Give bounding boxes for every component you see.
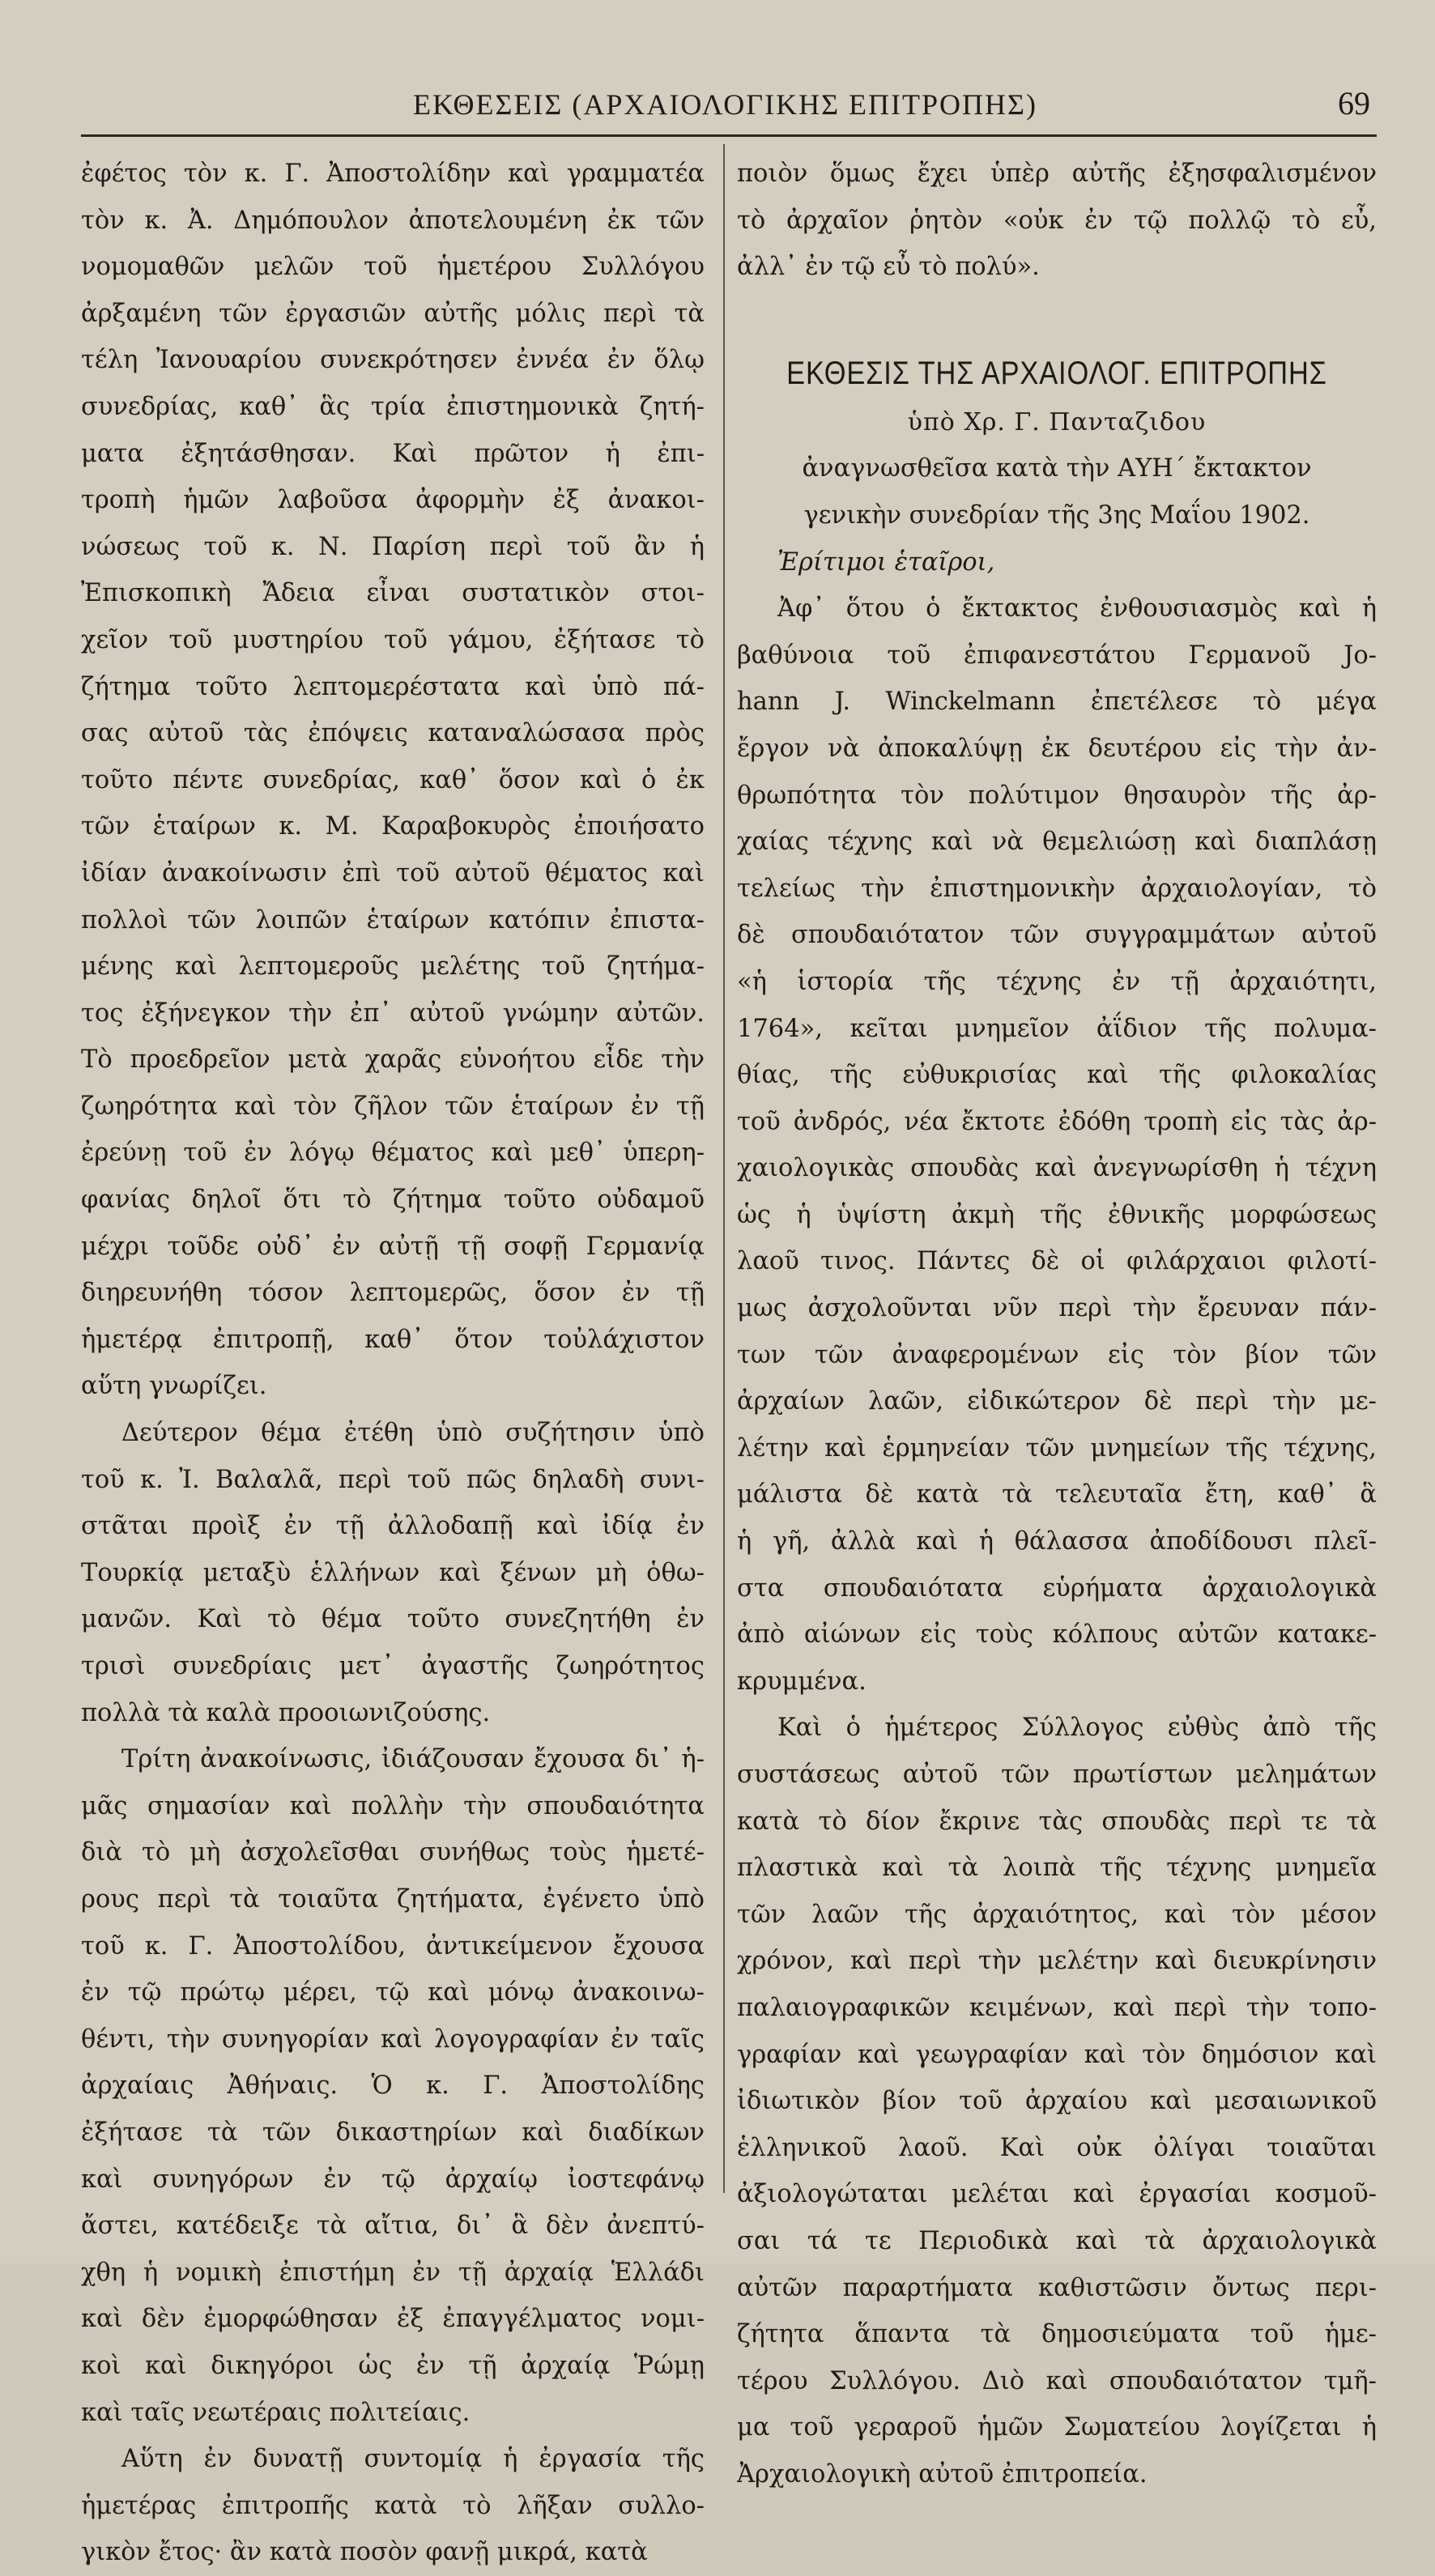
text-line: τὸ ἀρχαῖον ῥητὸν «οὐκ ἐν τῷ πολλῷ τὸ εὖ,: [737, 206, 1377, 235]
text-line: θίας, τῆς εὐθυκρισίας καὶ τῆς φιλοκαλίας: [737, 1061, 1377, 1090]
page-number: 69: [1338, 85, 1370, 121]
text-line: τῶν λαῶν τῆς ἀρχαιότητος, καὶ τὸν μέσον: [737, 1900, 1377, 1929]
right-column-body: [737, 445, 1377, 2497]
text-line: ἑλληνικοῦ λαοῦ. Καὶ οὐκ ὀλίγαι τοιαῦται: [737, 2133, 1377, 2162]
text-line: τοῦ κ. Ἰ. Βαλαλᾶ, περὶ τοῦ πῶς δηλαδὴ συνι-: [81, 1465, 705, 1494]
text-line: διὰ τὸ μὴ ἀσχολεῖσθαι συνήθως τοὺς ἡμετέ-: [81, 1838, 705, 1867]
text-line: ἐν τῷ πρώτῳ μέρει, τῷ καὶ μόνῳ ἀνακοινω-: [81, 1978, 705, 2008]
text-line: πολλὰ τὰ καλὰ προοιωνιζούσης.: [81, 1698, 491, 1727]
text-line: μέχρι τοῦδε οὐδ᾽ ἐν αὐτῇ τῇ σοφῇ Γερμανίᾳ: [81, 1232, 705, 1261]
text-line: μα τοῦ γεραροῦ ἡμῶν Σωματείου λογίζεται ἡ: [737, 2413, 1377, 2442]
text-line: ἀλλ᾽ ἐν τῷ εὖ τὸ πολύ».: [737, 253, 1040, 282]
text-line: δὲ σπουδαιότατον τῶν συγγραμμάτων αὐτοῦ: [737, 921, 1377, 950]
text-line: Τὸ προεδρεῖον μετὰ χαρᾶς εὐνοήτου εἶδε τὴν: [81, 1045, 705, 1075]
text-line: Καὶ ὁ ἡμέτερος Σύλλογος εὐθὺς ἀπὸ τῆς: [777, 1714, 1377, 1743]
text-line: 1764», κεῖται μνημεῖον ἀΐδιον τῆς πολυμα-: [737, 1014, 1377, 1043]
text-line: Ἐπισκοπικὴ Ἄδεια εἶναι συστατικὸν στοι-: [81, 579, 705, 608]
text-line: πλαστικὰ καὶ τὰ λοιπὰ τῆς τέχνης μνημεῖα: [737, 1854, 1377, 1883]
text-line: μάλιστα δὲ κατὰ τὰ τελευταῖα ἔτη, καθ᾽ ἃ: [737, 1480, 1377, 1509]
text-line: «ἡ ἱστορία τῆς τέχνης ἐν τῇ ἀρχαιότητι,: [737, 967, 1377, 996]
text-line: καὶ δὲν ἐμορφώθησαν ἐξ ἐπαγγέλματος νομι-: [81, 2305, 705, 2334]
text-line: ἡμετέρᾳ ἐπιτροπῇ, καθ᾽ ὅτον τοὐλάχιστον: [81, 1325, 705, 1354]
text-line: παλαιογραφικῶν κειμένων, καὶ περὶ τὴν τοπο-: [737, 1993, 1377, 2022]
text-line: Ἐρίτιμοι ἑταῖροι,: [777, 547, 995, 577]
text-line: γικὸν ἔτος· ἂν κατὰ ποσὸν φανῇ μικρά, κατὰ: [81, 2538, 648, 2567]
text-line: γενικὴν συνεδρίαν τῆς 3ης Μαΐου 1902.: [803, 500, 1310, 530]
section-byline: ὑπὸ Χρ. Γ. Πανταζιδου: [907, 407, 1207, 436]
right-column-continuation: [737, 151, 1377, 291]
text-line: ἰδίαν ἀνακοίνωσιν ἐπὶ τοῦ αὐτοῦ θέματος καὶ: [81, 858, 705, 888]
text-line: Τρίτη ἀνακοίνωσις, ἰδιάζουσαν ἔχουσα δι᾽ ἡ-: [121, 1745, 705, 1774]
text-line: μένης καὶ λεπτομεροῦς μελέτης τοῦ ζητήμα-: [81, 952, 705, 981]
column-divider: [723, 144, 725, 2193]
text-line: των τῶν ἀναφερομένων εἰς τὸν βίον τῶν: [737, 1340, 1377, 1369]
text-line: ποιὸν ὅμως ἔχει ὑπὲρ αὐτῆς ἐξησφαλισμένον: [737, 160, 1377, 188]
text-line: στα σπουδαιότατα εὑρήματα ἀρχαιολογικὰ: [737, 1573, 1377, 1603]
header-rule: [81, 134, 1377, 137]
text-line: Τουρκίᾳ μεταξὺ ἑλλήνων καὶ ξένων μὴ ὁθω-: [81, 1558, 705, 1587]
text-line: ὡς ἡ ὑψίστη ἀκμὴ τῆς ἐθνικῆς μορφώσεως: [737, 1200, 1377, 1229]
text-line: καὶ ταῖς νεωτέραις πολιτείαις.: [81, 2398, 471, 2427]
text-line: αὕτη γνωρίζει.: [81, 1372, 267, 1401]
text-line: ἀπὸ αἰώνων εἰς τοὺς κόλπους αὐτῶν κατακε-: [737, 1620, 1377, 1650]
text-line: hann J. Winckelmann ἐπετέλεσε τὸ μέγα: [737, 688, 1377, 717]
text-line: μως ἀσχολοῦνται νῦν περὶ τὴν ἔρευναν πάν-: [737, 1294, 1377, 1323]
section-gap: [737, 291, 1377, 347]
text-line: γραφίαν καὶ γεωγραφίαν καὶ τὸν δημόσιον καὶ: [737, 2040, 1377, 2069]
text-line: ματα ἐξητάσθησαν. Καὶ πρῶτον ἡ ἐπι-: [81, 439, 705, 468]
text-line: σας αὐτοῦ τὰς ἐπόψεις καταναλώσασα πρὸς: [81, 719, 705, 748]
text-line: τροπὴ ἡμῶν λαβοῦσα ἀφορμὴν ἐξ ἀνακοι-: [81, 486, 705, 515]
text-line: πολλοὶ τῶν λοιπῶν ἑταίρων κατόπιν ἐπιστα-: [81, 905, 705, 935]
text-line: Δεύτερον θέμα ἐτέθη ὑπὸ συζήτησιν ὑπὸ: [121, 1419, 705, 1448]
text-line: τὸν κ. Ἀ. Δημόπουλον ἀποτελουμένη ἐκ τῶν: [81, 206, 705, 235]
text-line: χθη ἡ νομικὴ ἐπιστήμη ἐν τῇ ἀρχαίᾳ Ἑλλάδι: [81, 2258, 705, 2287]
text-line: ζήτητα ἅπαντα τὰ δημοσιεύματα τοῦ ἡμε-: [737, 2320, 1377, 2349]
text-line: μᾶς σημασίαν καὶ πολλὴν τὴν σπουδαιότητα: [81, 1791, 705, 1820]
text-line: κατὰ τὸ δίον ἔκρινε τὰς σπουδὰς περὶ τε τὰ: [737, 1807, 1377, 1836]
text-line: τοῦτο πέντε συνεδρίας, καθ᾽ ὅσον καὶ ὁ ἐκ: [81, 765, 705, 794]
text-line: ἀξιολογώταται μελέται καὶ ἐργασίαι κοσμοῦ-: [737, 2180, 1377, 2209]
text-line: διηρευνήθη τόσον λεπτομερῶς, ὅσον ἐν τῇ: [81, 1279, 705, 1308]
text-line: χρόνον, καὶ περὶ τὴν μελέτην καὶ διευκρίνησιν: [737, 1947, 1377, 1976]
text-line: τελείως τὴν ἐπιστημονικὴν ἀρχαιολογίαν, τὸ: [737, 874, 1377, 903]
text-line: ζήτημα τοῦτο λεπτομερέστατα καὶ ὑπὸ πά-: [81, 672, 705, 701]
text-line: καὶ συνηγόρων ἐν τῷ ἀρχαίῳ ἰοστεφάνῳ: [81, 2165, 705, 2194]
text-line: νώσεως τοῦ κ. Ν. Παρίση περὶ τοῦ ἂν ἡ: [81, 532, 705, 561]
text-line: λαοῦ τινος. Πάντες δὲ οἱ φιλάρχαιοι φιλοτί-: [737, 1247, 1377, 1276]
text-line: Αὕτη ἐν δυνατῇ συντομίᾳ ἡ ἐργασία τῆς: [121, 2445, 705, 2474]
section-title: ΕΚΘΕΣΙΣ ΤΗΣ ΑΡΧΑΙΟΛΟΓ. ΕΠΙΤΡΟΠΗΣ: [786, 355, 1327, 391]
running-header: [81, 79, 1377, 128]
text-line: μανῶν. Καὶ τὸ θέμα τοῦτο συνεζητήθη ἐν: [81, 1605, 705, 1634]
text-line: λέτην καὶ ἑρμηνείαν τῶν μνημείων τῆς τέχνης,: [737, 1433, 1377, 1463]
right-column: [737, 151, 1377, 2498]
text-line: τοῦ ἀνδρός, νέα ἔκτοτε ἐδόθη τροπὴ εἰς τὰς ἀρ-: [737, 1107, 1377, 1136]
text-line: αὐτῶν παραρτήματα καθιστῶσιν ὄντως περι-: [737, 2273, 1377, 2302]
text-line: ἐφέτος τὸν κ. Γ. Ἀποστολίδην καὶ γραμματέα: [81, 160, 705, 188]
text-line: ἀναγνωσθεῖσα κατὰ τὴν ΑΥΗ´ ἔκτακτον: [802, 454, 1312, 483]
text-line: χεῖον τοῦ μυστηρίου τοῦ γάμου, ἐξήτασε τὸ: [81, 625, 705, 654]
text-line: ἐξήτασε τὰ τῶν δικαστηρίων καὶ διαδίκων: [81, 2118, 705, 2147]
left-column: [81, 151, 705, 2576]
text-line: ἰδιωτικὸν βίον τοῦ ἀρχαίου καὶ μεσαιωνικοῦ: [737, 2087, 1377, 2116]
text-line: ἀρξαμένη τῶν ἐργασιῶν αὐτῆς μόλις περὶ τὰ: [81, 299, 705, 328]
text-line: κοὶ καὶ δικηγόροι ὡς ἐν τῇ ἀρχαίᾳ Ῥώμῃ: [81, 2351, 705, 2380]
text-line: τοῦ κ. Γ. Ἀποστολίδου, ἀντικείμενον ἔχουσα: [81, 1931, 705, 1961]
text-line: Ἀφ᾽ ὅτου ὁ ἔκτακτος ἐνθουσιασμὸς καὶ ἡ: [777, 594, 1377, 624]
text-line: ἐρεύνῃ τοῦ ἐν λόγῳ θέματος καὶ μεθ᾽ ὑπερη-: [81, 1139, 705, 1168]
text-line: ἄστει, κατέδειξε τὰ αἴτια, δι᾽ ἃ δὲν ἀνεπτύ-: [81, 2212, 705, 2241]
text-line: βαθύνοια τοῦ ἐπιφανεστάτου Γερμανοῦ Jo-: [737, 641, 1377, 670]
text-line: νομομαθῶν μελῶν τοῦ ἡμετέρου Συλλόγου: [81, 253, 705, 282]
text-line: ἡ γῆ, ἀλλὰ καὶ ἡ θάλασσα ἀποδίδουσι πλεῖ-: [737, 1527, 1377, 1556]
running-header-title: ΕΚΘΕΣΕΙΣ (ΑΡΧΑΙΟΛΟΓΙΚΗΣ ΕΠΙΤΡΟΠΗΣ): [413, 88, 1037, 121]
text-line: ζωηρότητα καὶ τὸν ζῆλον τῶν ἑταίρων ἐν τῇ: [81, 1092, 705, 1121]
text-line: θρωπότητα τὸν πολύτιμον θησαυρὸν τῆς ἀρ-: [737, 781, 1377, 810]
text-line: χαιολογικὰς σπουδὰς καὶ ἀνεγνωρίσθη ἡ τέχνη: [737, 1154, 1377, 1183]
text-line: ρους περὶ τὰ τοιαῦτα ζητήματα, ἐγένετο ὑπὸ: [81, 1884, 705, 1914]
text-line: τέλη Ἰανουαρίου συνεκρότησεν ἐννέα ἐν ὅλῳ: [81, 346, 705, 375]
text-line: θέντι, τὴν συνηγορίαν καὶ λογογραφίαν ἐν ταῖς: [81, 2025, 705, 2054]
text-line: τῶν ἑταίρων κ. Μ. Καραβοκυρὸς ἐποιήσατο: [81, 812, 705, 841]
text-line: τρισὶ συνεδρίαις μετ᾽ ἀγαστῆς ζωηρότητος: [81, 1652, 705, 1680]
text-line: ἔργον νὰ ἀποκαλύψῃ ἐκ δευτέρου εἰς τὴν ἀν-: [737, 734, 1377, 763]
text-line: τέρου Συλλόγου. Διὸ καὶ σπουδαιότατον τμῆ-: [737, 2366, 1377, 2395]
text-line: συστάσεως αὐτοῦ τῶν πρωτίστων μελημάτων: [737, 1761, 1377, 1789]
text-line: Ἀρχαιολογικὴ αὐτοῦ ἐπιτροπεία.: [737, 2459, 1148, 2489]
text-line: κρυμμένα.: [737, 1667, 867, 1696]
text-line: σαι τά τε Περιοδικὰ καὶ τὰ ἀρχαιολογικὰ: [737, 2226, 1377, 2255]
text-line: φανίας δηλοῖ ὅτι τὸ ζήτημα τοῦτο οὐδαμοῦ: [81, 1186, 705, 1215]
text-line: στᾶται προὶξ ἐν τῇ ἀλλοδαπῇ καὶ ἰδίᾳ ἐν: [81, 1512, 705, 1541]
text-line: ἀρχαίαις Ἀθήναις. Ὁ κ. Γ. Ἀποστολίδης: [81, 2071, 705, 2101]
text-line: ἀρχαίων λαῶν, εἰδικώτερον δὲ περὶ τὴν με-: [737, 1387, 1377, 1416]
text-line: ἡμετέρας ἐπιτροπῆς κατὰ τὸ λῆξαν συλλο-: [81, 2491, 705, 2520]
text-line: συνεδρίας, καθ᾽ ἃς τρία ἐπιστημονικὰ ζητή-: [81, 392, 705, 421]
text-line: χαίας τέχνης καὶ νὰ θεμελιώσῃ καὶ διαπλάσῃ: [737, 828, 1377, 857]
text-line: τος ἐξήνεγκον τὴν ἐπ᾽ αὐτοῦ γνώμην αὐτῶν.: [81, 998, 705, 1028]
